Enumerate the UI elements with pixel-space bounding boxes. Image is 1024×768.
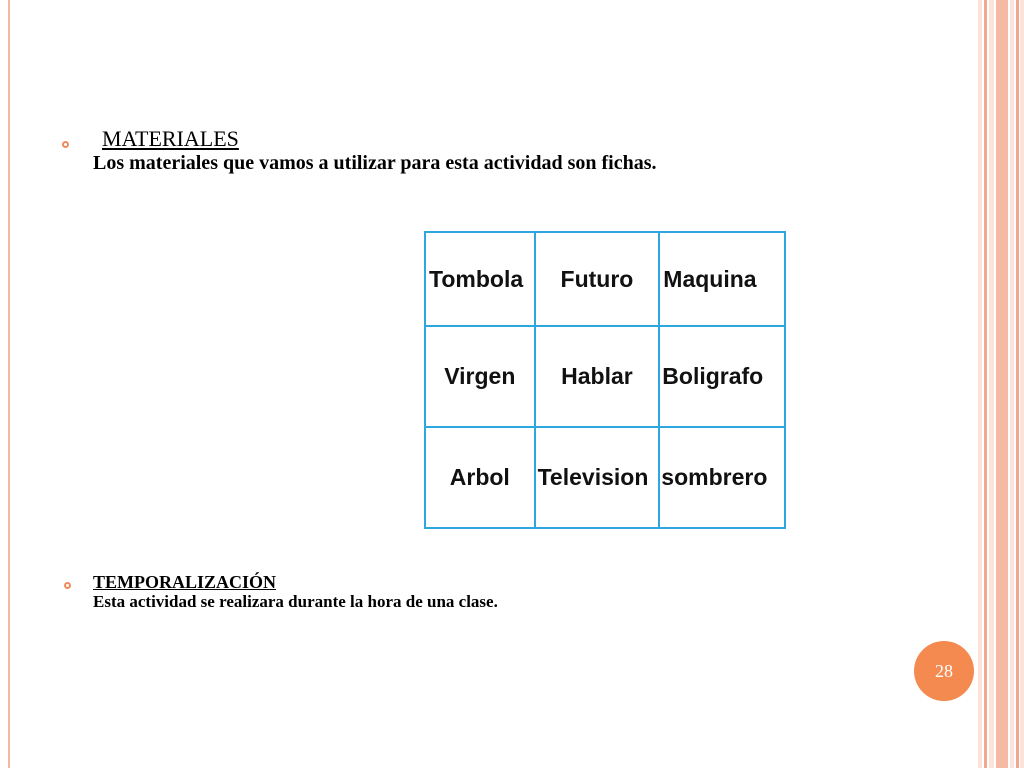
right-border-stripe: [989, 0, 994, 768]
table-cell: Hablar: [535, 326, 660, 427]
materiales-heading: MATERIALES: [102, 126, 239, 151]
table-cell: sombrero: [659, 427, 785, 528]
materiales-text: Los materiales que vamos a utilizar para esta actividad son fichas.: [93, 152, 657, 174]
temporalizacion-text: Esta actividad se realizara durante la hora de una clase.: [93, 592, 498, 611]
table-cell: Television: [535, 427, 660, 528]
table-cell: Boligrafo: [659, 326, 785, 427]
fichas-table: [424, 231, 786, 529]
bullet-icon: [62, 141, 69, 148]
table-cell: Virgen: [425, 326, 535, 427]
right-border-stripe: [984, 0, 987, 768]
table-cell: Futuro: [535, 232, 660, 326]
bullet-icon: [64, 582, 71, 589]
right-border-stripe: [1010, 0, 1014, 768]
table-cell: Arbol: [425, 427, 535, 528]
right-border-stripe: [978, 0, 982, 768]
left-border-line: [8, 0, 10, 768]
temporalizacion-heading: TEMPORALIZACIÓN: [93, 572, 277, 592]
table-cell: Maquina: [659, 232, 785, 326]
right-border-stripe: [996, 0, 1008, 768]
table-row: [425, 232, 785, 326]
right-border-stripe: [1020, 0, 1024, 768]
page-number-badge: 28: [914, 641, 974, 701]
table-cell: Tombola: [425, 232, 535, 326]
table-row: [425, 427, 785, 528]
table-row: [425, 326, 785, 427]
right-border-stripe: [1016, 0, 1019, 768]
